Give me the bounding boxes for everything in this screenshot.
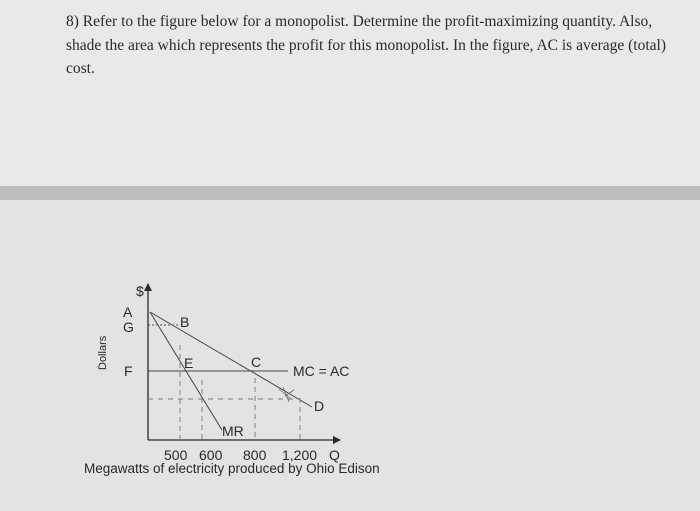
y-tick-a: A [123, 304, 133, 320]
y-tick-g: G [123, 319, 134, 335]
figure-caption: Megawatts of electricity produced by Ohio Edison [84, 461, 380, 476]
x-tick-1200: 1,200 [282, 447, 318, 463]
point-e-label: E [184, 355, 194, 371]
demand-label: D [314, 398, 325, 414]
x-tick-600: 600 [199, 447, 223, 463]
y-axis-label: Dollars [97, 335, 109, 370]
page-divider [0, 186, 700, 200]
mc-ac-label: MC = AC [293, 363, 350, 379]
question-text: 8) Refer to the figure below for a monopolist. Determine the profit-maximizing quantity. Also, shade the area which represents the profit for this monopolist. In the figure, AC is average (total) cost. [66, 13, 667, 77]
point-b-label: B [180, 314, 190, 330]
y-tick-f: F [124, 363, 133, 379]
y-axis-unit: $ [136, 283, 144, 299]
point-c-label: C [251, 354, 262, 370]
x-tick-500: 500 [164, 447, 188, 463]
x-tick-q: Q [329, 447, 340, 463]
demand-curve [150, 312, 312, 407]
mr-label: MR [222, 423, 244, 439]
x-tick-800: 800 [243, 447, 267, 463]
